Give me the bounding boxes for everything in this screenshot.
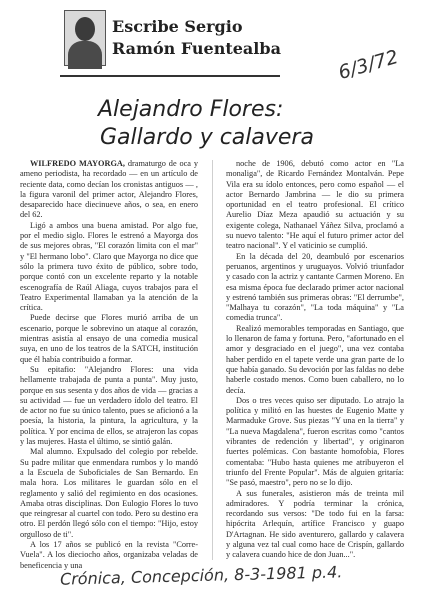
- left-paragraph: A los 17 años se publicó en la revista "Corre-Vuela". A los dieciocho años, organizaba veladas de beneficencia y una: [20, 539, 198, 570]
- byline: [112, 16, 282, 60]
- lead-word: WILFREDO MAYORGA,: [30, 159, 125, 168]
- headline-line-2: Gallardo y calavera: [100, 125, 314, 150]
- left-paragraph-text: dramaturgo de oca y ameno periodista, ha recordado — en un artículo de reciente data, como decían los cronistas antiguos — , la figura varonil del primer actor, Alejandro Flores, desaparecido hace diecinueve años, o sea, en enero del 62.: [20, 159, 198, 220]
- right-paragraph: noche de 1906, debutó como actor en "La monaliga", de Ricardo Fernández Montalván. Pepe Vila era su ídolo entonces, pero como español — el actor Bernardo Jambrina — le dio su primera oportunidad en el teatro profesional. El crítico Aurelio Díaz Meza apaudió su actuación y su exigente colega, Nathanael Yáñez Silva, proclamó a su nuevo talento: "He aquí el futuro primer actor del teatro nacional". Y el vaticinio se cumplió.: [226, 159, 404, 251]
- byline-line-2: Ramón Fuentealba: [112, 39, 281, 58]
- left-paragraph: [20, 159, 198, 221]
- article-column-right: [226, 159, 404, 564]
- handwritten-date: 6/3/72: [335, 45, 401, 84]
- left-paragraph: Puede decirse que Flores murió arriba de un escenario, porque le sobrevino un ataque al corazón, mientras asistía al ensayo de una comedia musical suya, en uno de los teatros de la SATCH, institución que él había contribuido a formar.: [20, 313, 198, 364]
- right-paragraph: Realizó memorables temporadas en Santiago, que lo llenaron de fama y fortuna. Pero, "afortunado en el amor y desgraciado en el juego", una vez contaba haber perdido en el tapete verde una gran parte de lo que había ganado. Su devoción por las faldas no debe haberle costado menos. Como buen caballero, no lo decía.: [226, 323, 404, 395]
- byline-line-1: Escribe Sergio: [112, 17, 243, 36]
- author-photo-head: [75, 17, 95, 41]
- article-column-left: [20, 159, 198, 570]
- article-headline: [98, 96, 338, 152]
- left-paragraph: Ligó a ambos una buena amistad. Por algo fue, por el medio siglo. Flores le estrenó a Mayorga dos de sus mejores obras, "El corazón limita con el mar" y "El hermano lobo". Claro que Mayorga no dice que sólo la primera tuvo éxito de público, sobre todo, porque contó con un excelente reparto y la notable escenografía de Raúl Aliaga, cuyos trabajos para el Teatro Experimental llamaban ya la atención de la crítica.: [20, 220, 198, 313]
- handwritten-source-note: Crónica, Concepción, 8-3-1981 p.4.: [59, 562, 343, 589]
- right-paragraph: En la década del 20, deambuló por escenarios peruanos, argentinos y uruguayos. Volvió triunfador y casado con la actriz y cantante Carmen Moreno. En esa misma época fue declarado primer actor nacional y estrenó también sus primeras obras: "El derrumbe", "Malhaya tu corazón", "La toda máquina" y "La comedia trunca".: [226, 251, 404, 323]
- column-divider: [212, 160, 213, 560]
- header-rule: [60, 75, 280, 77]
- right-paragraph: A sus funerales, asistieron más de treinta mil admiradores. Y podría terminar la crónica, recordando sus versos: "De todo fui en la farsa: hipócrita Arlequín, artífice Francisco y guapo D'Artagnan. He sido aventurero, gallardo y calavera y alguna vez tal cual como hace de Crispín, gallardo y calavera cuando hice de don Juan...".: [226, 488, 404, 560]
- headline-line-1: Alejandro Flores:: [98, 97, 284, 122]
- author-photo-body: [68, 41, 102, 69]
- right-paragraph: Dos o tres veces quiso ser diputado. Lo atrajo la política y militó en las huestes de Eugenio Matte y Marmaduke Grove. Sus piezas "Y una en la tierra" y "La nueva Magdalena", fueron escritas como "cantos vibrantes de redención y libertad", y originaron fuertes polémicas. Con bastante homofobia, Flores comentaba: "Hubo hasta quienes me atribuyeron el triunfo del Frente Popular". Más de alguien gritaría: "Se pasó, maestro", pero no se lo dijo.: [226, 395, 404, 488]
- left-paragraph: Mal alumno. Expulsado del colegio por rebelde. Su padre militar que enmendara rumbos y lo mandó a la Escuela de Suboficiales de San Bernardo. En mala hora. Los militares le guardan sólo en el reglamento y salió del regimiento en dos ocasiones. Amaba otras disciplinas. Don Eulogio Flores lo tuvo que reingresar al cuartel con todo. Pero su destino era otro. El perdón llegó sólo con el tiempo: "Hijo, estoy orgulloso de ti".: [20, 447, 198, 539]
- left-paragraph: Su epitafio: "Alejandro Flores: una vida hellamente trabajada de punta a punta". Muy justo, porque en sus sesenta y dos años de vida — gracias a su actividad — fue un verdadero ídolo del teatro. El de actor no fue su único talento, pues se aficionó a la poesía, la historia, la pintura, la agricultura, y la política. Y por encima de ellos, se atrajeron las copas y las mujeres. Hasta el último, se sintió galán.: [20, 364, 198, 447]
- author-photo: [64, 10, 106, 66]
